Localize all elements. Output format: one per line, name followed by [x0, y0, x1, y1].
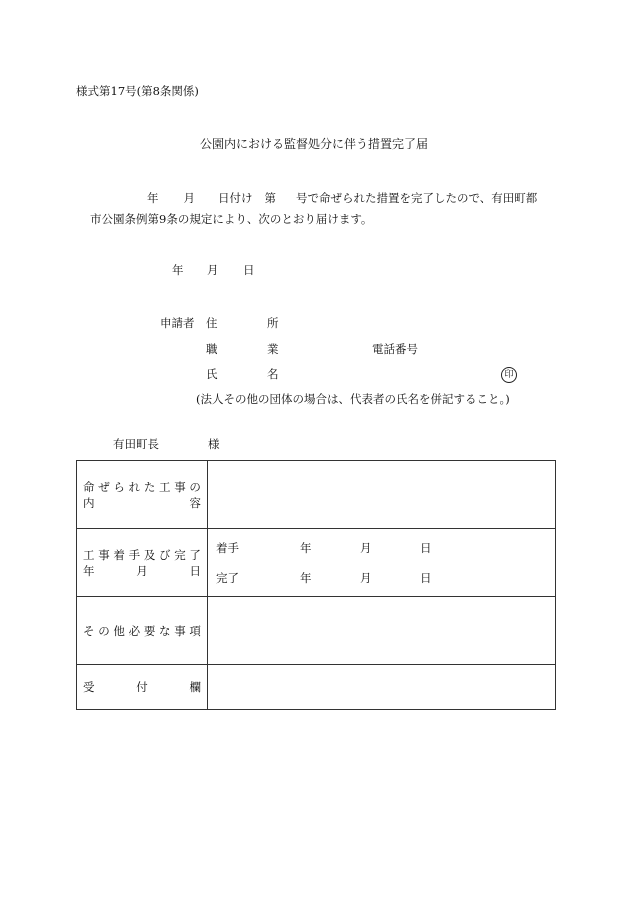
label-char: 付 [136, 680, 148, 694]
body-rest: 号で命ぜられた措置を完了したので、有田町都 [296, 191, 538, 205]
label-char: 工 [83, 547, 95, 562]
label-char: 月 [136, 563, 148, 578]
label-char: 着 [113, 547, 125, 562]
label-char: の [189, 479, 201, 494]
applicant-label: 申請者 [160, 316, 195, 330]
label-char: 命 [83, 479, 95, 494]
seal-icon: 印 [501, 367, 517, 383]
label-char: 受 [83, 680, 95, 694]
table-row-reception [77, 665, 556, 710]
start-date-line [208, 533, 555, 563]
end-date-line [208, 563, 555, 593]
body-dated: 日付け [218, 191, 253, 205]
body-dai: 第 [264, 191, 276, 205]
label-char: 他 [113, 623, 125, 638]
label-ordered-work [77, 461, 208, 529]
label-char: 年 [83, 563, 95, 578]
label-char: 工 [159, 479, 171, 494]
page-title: 公園内における監督処分に伴う措置完了届 [200, 137, 429, 151]
label-char: 日 [189, 563, 201, 578]
date-year: 年 [172, 263, 184, 277]
label-other-matters [77, 597, 208, 665]
label-char: 項 [189, 623, 201, 638]
label-char: 及 [143, 547, 156, 562]
label-char: ら [113, 479, 125, 494]
start-month: 月 [360, 540, 372, 555]
form-table [76, 460, 556, 710]
table-row-other-matters [77, 597, 556, 665]
body-month: 月 [183, 191, 195, 205]
start-year: 年 [300, 540, 312, 555]
label-char: な [159, 623, 171, 638]
phone-label: 電話番号 [372, 342, 418, 356]
label-line [83, 563, 201, 579]
form-number: 様式第17号(第8条関係) [76, 84, 199, 98]
label-char: 欄 [189, 680, 201, 694]
end-day: 日 [420, 570, 432, 585]
label-char: 事 [98, 547, 110, 562]
label-char: 要 [143, 623, 156, 638]
end-label: 完了 [216, 570, 239, 585]
label-char: 容 [189, 495, 201, 510]
end-year: 年 [300, 570, 312, 585]
applicant-note: (法人その他の団体の場合は、代表者の氏名を併記すること。) [196, 392, 510, 406]
label-char: 完 [174, 547, 186, 562]
table-row-work-dates [77, 529, 556, 597]
start-label: 着手 [216, 540, 239, 555]
label-char: の [98, 623, 110, 638]
name-label-1: 氏 [206, 367, 218, 381]
label-char: び [159, 547, 171, 562]
label-char: ぜ [98, 479, 110, 494]
seal-mark [501, 367, 517, 383]
occupation-label-1: 職 [206, 342, 218, 356]
label-reception [77, 665, 208, 710]
label-char: 事 [174, 623, 186, 638]
label-char: 了 [189, 547, 201, 562]
label-char: れ [128, 479, 141, 494]
reception-field[interactable] [208, 665, 556, 710]
work-dates-field[interactable] [208, 529, 556, 597]
address-label-2: 所 [267, 316, 279, 330]
body-line-2: 市公園条例第9条の規定により、次のとおり届けます。 [90, 212, 373, 226]
date-month: 月 [207, 263, 219, 277]
label-char: 内 [83, 495, 95, 510]
label-char: 必 [128, 623, 141, 638]
label-line [83, 623, 201, 639]
addressee-honorific: 様 [208, 437, 220, 451]
table-row-ordered-work [77, 461, 556, 529]
occupation-label-2: 業 [267, 342, 279, 356]
label-line [83, 547, 201, 563]
body-line-1 [147, 193, 537, 205]
label-char: 手 [128, 547, 141, 562]
date-day: 日 [243, 263, 255, 277]
name-label-2: 名 [267, 367, 279, 381]
ordered-work-field[interactable] [208, 461, 556, 529]
start-day: 日 [420, 540, 432, 555]
label-line [83, 495, 201, 511]
other-matters-field[interactable] [208, 597, 556, 665]
body-year: 年 [147, 191, 159, 205]
label-work-dates [77, 529, 208, 597]
end-month: 月 [360, 570, 372, 585]
label-char: た [143, 479, 156, 494]
label-line [83, 479, 201, 495]
label-line [83, 679, 201, 695]
label-char: 事 [174, 479, 186, 494]
addressee: 有田町長 [113, 437, 159, 451]
label-char: そ [83, 623, 95, 638]
address-label-1: 住 [206, 316, 218, 330]
